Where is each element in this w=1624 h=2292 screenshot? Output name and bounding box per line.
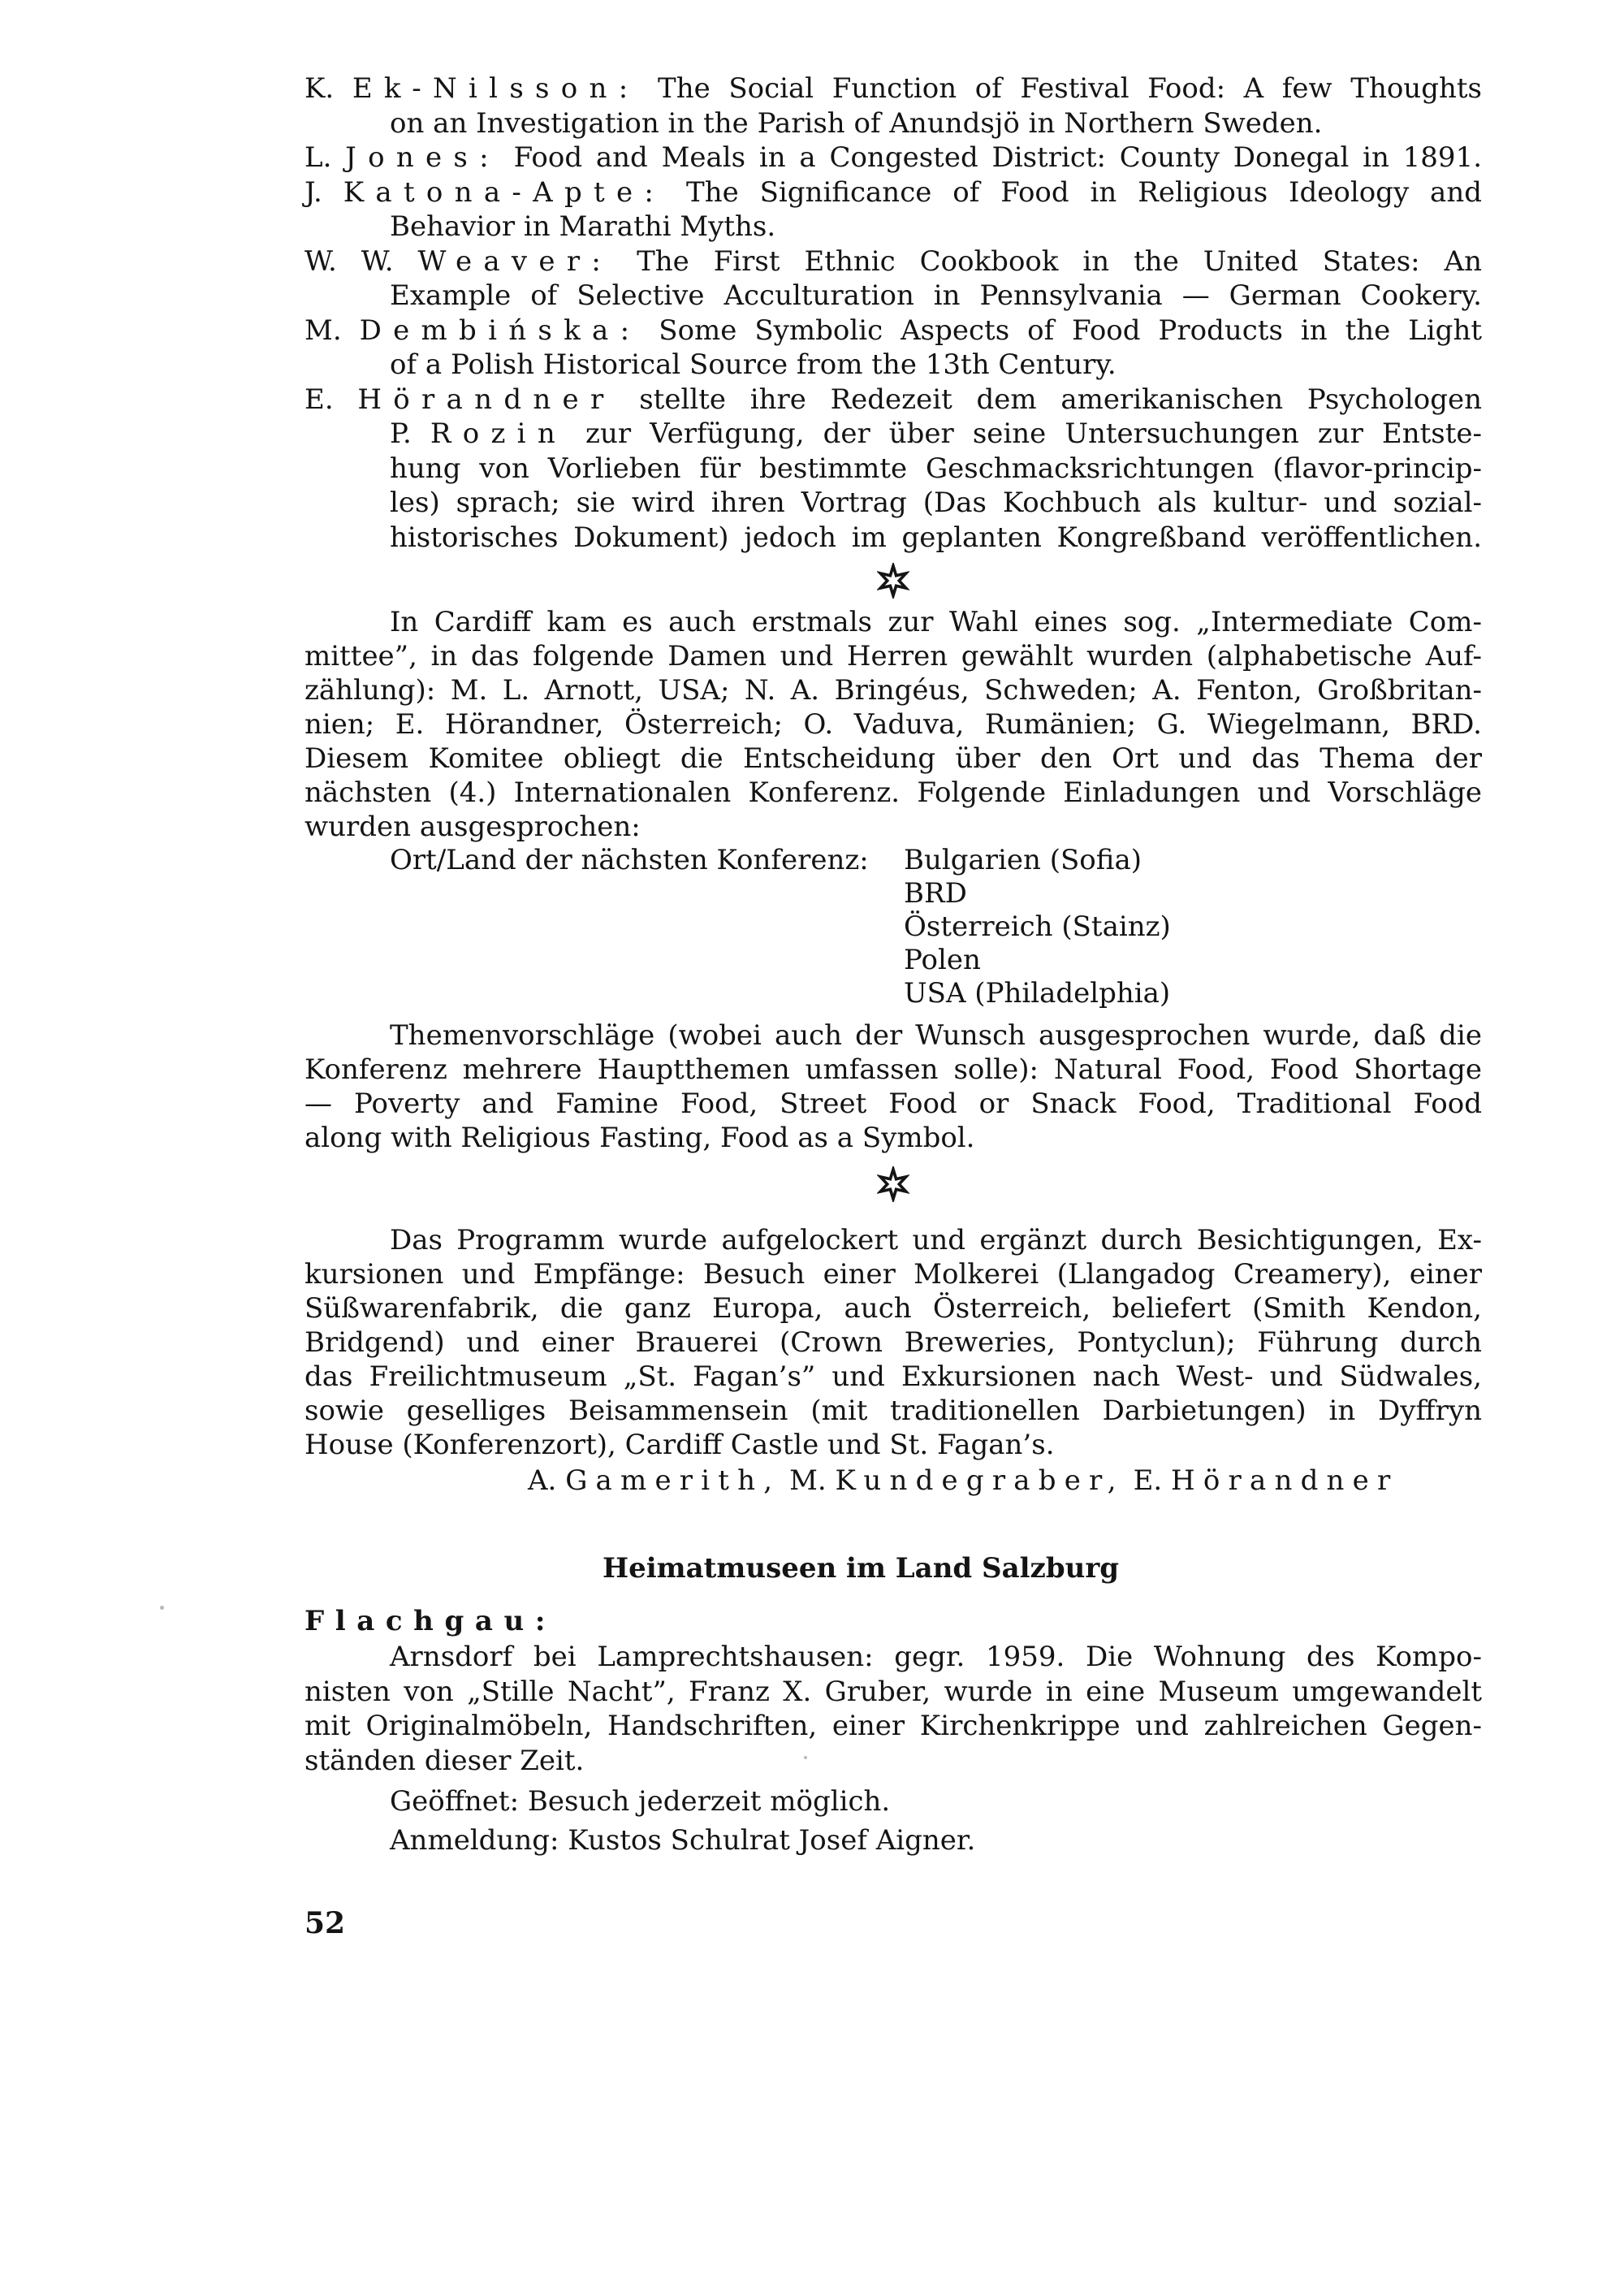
- program-entry: [304, 383, 1482, 556]
- author-initial: M.: [789, 1464, 827, 1497]
- text-line: sowie geselliges Beisammensein (mit traditionellen Darbietungen) in Dyffryn: [304, 1395, 1482, 1427]
- entry-title-text: The Significance of Food in Religious Ideology and: [686, 175, 1482, 209]
- region-label: Flachgau:: [304, 1605, 556, 1637]
- section-divider: [304, 1166, 1482, 1200]
- entry-prefix: E.: [304, 383, 334, 416]
- text-line: Das Programm wurde aufgelockert und ergänzt durch Besichtigungen, Ex-: [390, 1224, 1482, 1256]
- signature-line: [304, 1464, 1482, 1498]
- entry-author-name: Ek-Nilsson:: [352, 72, 640, 105]
- text-line: along with Religious Fasting, Food as a Symbol.: [304, 1122, 975, 1154]
- entry-prefix: M.: [304, 314, 342, 347]
- entry-title-text: Some Symbolic Aspects of Food Products in the Light: [659, 314, 1483, 347]
- text-line: nien; E. Hörandner, Österreich; O. Vaduva, Rumänien; G. Wiegelmann, BRD.: [304, 708, 1482, 741]
- text-line: Süßwarenfabrik, die ganz Europa, auch Österreich, beliefert (Smith Kendon,: [304, 1292, 1482, 1325]
- entry-prefix: W. W.: [304, 244, 394, 278]
- entry-prefix: J.: [304, 175, 322, 209]
- text-line: wurden ausgesprochen:: [304, 811, 641, 843]
- entry-prefix: P.: [390, 417, 412, 450]
- theme-proposals-paragraph: [304, 1018, 1482, 1155]
- entry-author-name: Jones:: [345, 141, 500, 174]
- text-line: historisches Dokument) jedoch im geplanten Kongreßband veröffentlichen.: [390, 521, 1482, 554]
- text-line: kursionen und Empfänge: Besuch einer Molkerei (Llangadog Creamery), einer: [304, 1258, 1482, 1291]
- text-line: [304, 71, 1482, 106]
- text-line: mittee”, in das folgende Damen und Herren gewählt wurden (alphabetische Auf-: [304, 640, 1482, 672]
- entry-prefix: L.: [304, 141, 332, 174]
- author-initial: E.: [1133, 1464, 1163, 1497]
- next-conference-label: Ort/Land der nächsten Konferenz:: [390, 844, 869, 876]
- text-line: nächsten (4.) Internationalen Konferenz. Folgende Einladungen und Vorschläge: [304, 776, 1482, 809]
- conference-option: USA (Philadelphia): [904, 977, 1171, 1010]
- opening-hours-line: Geöffnet: Besuch jederzeit möglich.: [390, 1785, 891, 1818]
- conference-option: Österreich (Stainz): [904, 910, 1171, 943]
- text-line: In Cardiff kam es auch erstmals zur Wahl eines sog. „Intermediate Com-: [390, 606, 1482, 638]
- six-point-star-icon: [877, 1166, 909, 1202]
- text-line: [304, 314, 1482, 348]
- program-entry: [304, 175, 1482, 244]
- entry-text: stellte ihre Redezeit dem amerikanischen Psychologen: [639, 383, 1483, 416]
- entry-author-name: Hörandner: [357, 383, 615, 416]
- text-line: Behavior in Marathi Myths.: [390, 210, 776, 243]
- section-divider: [304, 563, 1482, 597]
- author-initial: A.: [528, 1464, 557, 1497]
- text-line: Themenvorschläge (wobei auch der Wunsch ausgesprochen wurde, daß die: [390, 1019, 1482, 1052]
- entry-author-name: Rozin: [430, 417, 567, 450]
- six-point-star-icon: [877, 563, 909, 599]
- conference-option: BRD: [904, 877, 967, 910]
- program-entry: [304, 71, 1482, 141]
- text-line: zählung): M. L. Arnott, USA; N. A. Bringéus, Schweden; A. Fenton, Großbritan-: [304, 674, 1482, 707]
- program-entry: [304, 314, 1482, 383]
- conference-paper-list: [304, 71, 1482, 555]
- registration-line: Anmeldung: Kustos Schulrat Josef Aigner.: [390, 1824, 976, 1857]
- page-number: 52: [304, 1906, 346, 1940]
- text-line: das Freilichtmuseum „St. Fagan’s” und Exkursionen nach West- und Südwales,: [304, 1360, 1482, 1393]
- program-entry: [304, 244, 1482, 314]
- text-line: hung von Vorlieben für bestimmte Geschmacksrichtungen (flavor-princip-: [390, 452, 1482, 485]
- section-heading: Heimatmuseen im Land Salzburg: [602, 1552, 1120, 1585]
- text-line: [390, 417, 1482, 452]
- text-line: [304, 383, 1482, 417]
- entry-title-text: Food and Meals in a Congested District: County Donegal in 1891.: [513, 141, 1483, 174]
- scan-speck: [804, 1756, 807, 1759]
- text-line: les) sprach; sie wird ihren Vortrag (Das Kochbuch als kultur- und sozial-: [390, 487, 1482, 519]
- text-line: Diesem Komitee obliegt die Entscheidung über den Ort und das Thema der: [304, 742, 1482, 775]
- entry-author-name: Weaver:: [417, 244, 613, 278]
- text-line: Arnsdorf bei Lamprechtshausen: gegr. 1959. Die Wohnung des Kompo-: [390, 1641, 1482, 1673]
- arnsdorf-museum-paragraph: [304, 1640, 1482, 1778]
- text-line: — Poverty and Famine Food, Street Food or Snack Food, Traditional Food: [304, 1088, 1482, 1120]
- entry-author-name: Katona-Apte:: [343, 175, 666, 209]
- program-entry: [304, 141, 1482, 175]
- text-line: nisten von „Stille Nacht”, Franz X. Gruber, wurde in eine Museum umgewandelt: [304, 1675, 1482, 1708]
- entry-title-text: The Social Function of Festival Food: A few Thoughts: [658, 72, 1482, 105]
- author-name: Gamerith,: [565, 1464, 781, 1497]
- scan-speck: [160, 1606, 164, 1610]
- cardiff-committee-paragraph: [304, 605, 1482, 844]
- text-line: on an Investigation in the Parish of Anundsjö in Northern Sweden.: [390, 106, 1323, 140]
- text-line: Konferenz mehrere Hauptthemen umfassen solle): Natural Food, Food Shortage: [304, 1053, 1482, 1086]
- text-line: mit Originalmöbeln, Handschriften, einer Kirchenkrippe und zahlreichen Gegen-: [304, 1710, 1482, 1742]
- program-description-paragraph: [304, 1223, 1482, 1462]
- text-line: Example of Selective Acculturation in Pennsylvania — German Cookery.: [390, 279, 1482, 312]
- text-line: House (Konferenzort), Cardiff Castle und St. Fagan’s.: [304, 1429, 1055, 1461]
- text-line: [304, 844, 1482, 877]
- entry-text: zur Verfügung, der über seine Untersuchungen zur Entste-: [585, 417, 1483, 450]
- entry-author-name: Dembińska:: [359, 314, 641, 347]
- text-line: [304, 244, 1482, 279]
- entry-prefix: K.: [304, 72, 335, 105]
- conference-option: Polen: [904, 944, 981, 976]
- text-line: [304, 175, 1482, 210]
- conference-option: Bulgarien (Sofia): [904, 844, 1142, 876]
- entry-title-text: The First Ethnic Cookbook in the United States: An: [637, 244, 1482, 278]
- text-line: [304, 141, 1482, 175]
- text-line: of a Polish Historical Source from the 13th Century.: [390, 348, 1116, 381]
- text-line: Bridgend) und einer Brauerei (Crown Breweries, Pontyclun); Führung durch: [304, 1326, 1482, 1359]
- author-name: Kundegraber,: [835, 1464, 1125, 1497]
- next-conference-list: [304, 844, 1482, 1010]
- text-line: ständen dieser Zeit.: [304, 1744, 585, 1777]
- author-name: Hörandner: [1171, 1464, 1399, 1497]
